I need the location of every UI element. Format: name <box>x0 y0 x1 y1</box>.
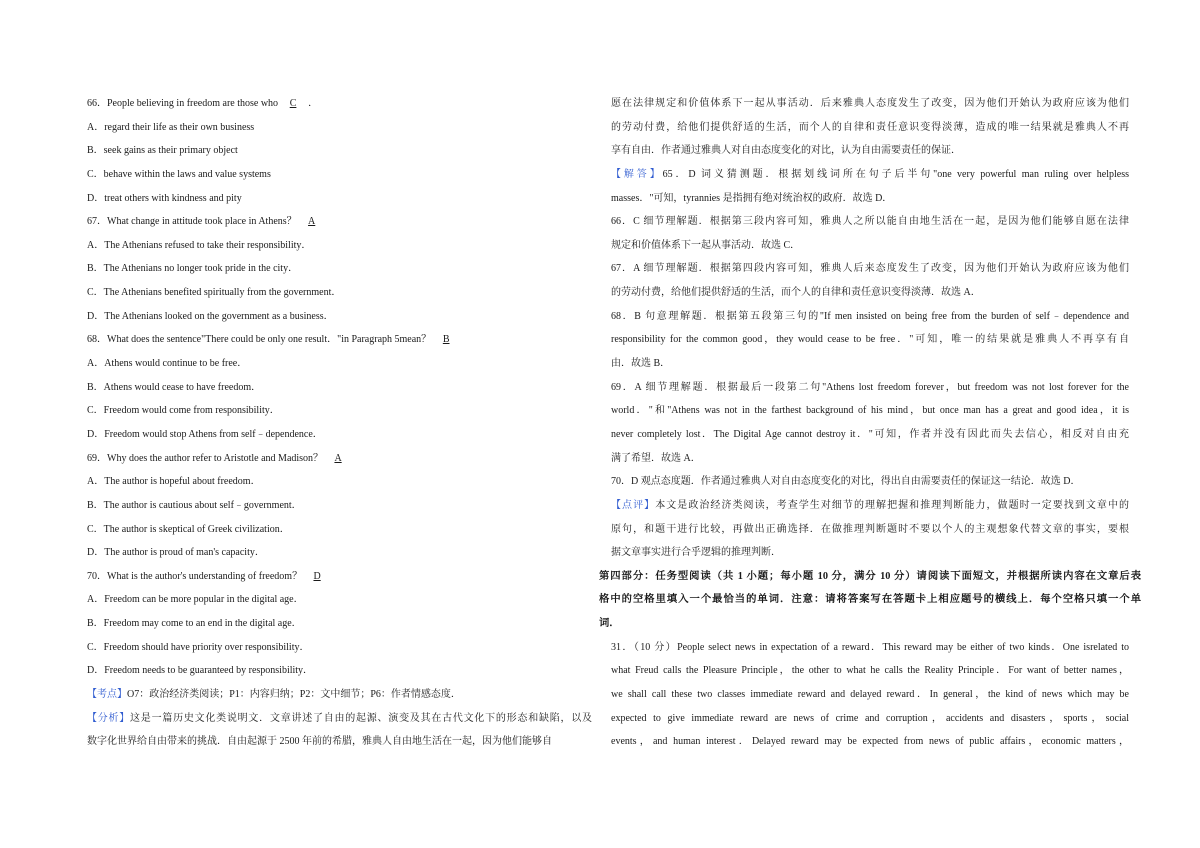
dianping-line-2: 原句，和题干进行比较，再做出正确选择．在做推理判断题时不要以个人的主观想象代替文章的事实，要根 <box>611 523 1129 535</box>
answer-69-line: 69．A 细节理解题．根据最后一段第二句"Athens lost freedom forever，but freedom was not lost forever for the <box>611 381 1129 393</box>
question-70 <box>87 565 592 589</box>
answer-70-line: 70．D 观点态度题．作者通过雅典人对自由态度变化的对比，得出自由需要责任的保证这一结论．故选 D． <box>611 476 1081 488</box>
passage-31-line: what Freud calls the Pleasure Principle，the other to what he calls the Reality Principle．For want of better names， <box>611 665 1129 677</box>
option: A．The author is hopeful about freedom． <box>87 476 261 488</box>
option: B．Athens would cease to have freedom． <box>87 381 262 393</box>
option: B．Freedom may come to an end in the digital age． <box>87 618 302 630</box>
answer-68-line: 由．故选 B． <box>611 358 671 370</box>
answer-66-line: 66．C 细节理解题．根据第三段内容可知，雅典人之所以能自由地生活在一起，是因为他们能够自愿在法律 <box>611 216 1129 228</box>
option: A．Athens would continue to be free． <box>87 358 248 370</box>
dianping-line-3: 据文章事实进行合乎逻辑的推理判断． <box>611 547 781 559</box>
question-stem: 66．People believing in freedom are those who <box>87 98 279 109</box>
jieda-line-1 <box>611 163 1129 187</box>
answer-blank: A <box>308 216 316 228</box>
answer-69-line: world．"和"Athens was not in the farthest background of his mind，but once man has a great and good idea，it is <box>611 405 1129 417</box>
option: C．Freedom would come from responsibility． <box>87 405 280 417</box>
option: C．Freedom should have priority over responsibility． <box>87 641 310 653</box>
option: D．Freedom needs to be guaranteed by responsibility． <box>87 665 314 677</box>
option: B．The Athenians no longer took pride in the city． <box>87 263 299 275</box>
passage-31-line: events，and human interest．Delayed reward may be expected from news of public affairs，economic matters， <box>611 736 1129 748</box>
kaodian-note <box>87 683 592 707</box>
fenxi-text: 这是一篇历史文化类说明文．文章讲述了自由的起源、演变及其在古代文化下的形态和缺陷，以及 <box>130 712 593 724</box>
analysis-line: 愿在法律规定和价值体系下一起从事活动．后来雅典人态度发生了改变，因为他们开始认为政府应该为他们 <box>611 98 1129 109</box>
part4-heading: 第四部分：任务型阅读（共 1 小题；每小题 10 分，满分 10 分）请阅读下面短文，并根据所读内容在文章后表 <box>599 570 1141 582</box>
answer-69-line: never completely lost．The Digital Age cannot destroy it．"可知，作者并没有因此而失去信心，相反对自由充 <box>611 428 1129 440</box>
passage-31-line: 31．（10 分）People select news in expectation of a reward．This reward may be either of two kinds．One isrelated to <box>611 641 1129 653</box>
analysis-line: 的劳动付费，给他们提供舒适的生活，而个人的自律和责任意识变得淡薄，造成的唯一结果就是雅典人不再 <box>611 121 1129 133</box>
jieda-line-2: masses．"可知，tyrannies 是指拥有绝对统治权的政府．故选 D． <box>611 192 893 204</box>
jieda-tag: 【解答】 <box>611 168 663 180</box>
option: C．The author is skeptical of Greek civilization． <box>87 523 290 535</box>
option: A．regard their life as their own business <box>87 121 255 133</box>
option: D．treat others with kindness and pity <box>87 192 242 204</box>
answer-68-line: responsibility for the common good，they would cease to be free．"可知，唯一的结果就是雅典人不再享有自 <box>611 334 1129 346</box>
option: B．seek gains as their primary object <box>87 145 238 157</box>
passage-31-line: we shall call these two classes immediate reward and delayed reward．In general，the kind of news which may be <box>611 689 1129 701</box>
question-stem: 68．What does the sentence"There could be only one result．"in Paragraph 5mean？ <box>87 334 432 346</box>
question-67 <box>87 210 592 234</box>
part4-heading: 词． <box>599 618 620 630</box>
option: D．The author is proud of man's capacity． <box>87 547 265 559</box>
option: D．The Athenians looked on the government as a business． <box>87 310 334 322</box>
option: A．The Athenians refused to take their responsibility． <box>87 239 312 251</box>
question-stem: 67．What change in attitude took place in Athens？ <box>87 216 297 228</box>
answer-67-line: 67．A 细节理解题．根据第四段内容可知，雅典人后来态度发生了改变，因为他们开始认为政府应该为他们 <box>611 263 1129 275</box>
answer-69-line: 满了希望．故选 A． <box>611 452 701 464</box>
option: A．Freedom can be more popular in the digital age． <box>87 594 304 606</box>
answer-67-line: 的劳动付费，给他们提供舒适的生活，而个人的自律和责任意识变得淡薄．故选 A． <box>611 287 981 299</box>
kaodian-text: O7：政治经济类阅读；P1：内容归纳；P2：文中细节；P6：作者情感态度． <box>127 689 461 701</box>
question-end: ． <box>308 98 319 109</box>
answer-blank: B <box>442 334 450 346</box>
question-stem: 69．Why does the author refer to Aristotle and Madison？ <box>87 452 324 464</box>
jieda-text: 65．D 词义猜测题．根据划线词所在句子后半句"one very powerful man ruling over helpless <box>662 168 1130 180</box>
option: C．The Athenians benefited spiritually from the government． <box>87 287 342 299</box>
answer-blank: C <box>289 98 297 109</box>
answer-blank: A <box>334 452 342 464</box>
answer-68-line: 68．B 句意理解题．根据第五段第三句的"If men insisted on being free from the burden of self﹣dependence and <box>611 310 1129 322</box>
question-stem: 70．What is the author's understanding of freedom？ <box>87 570 303 582</box>
question-68 <box>87 328 592 352</box>
option: D．Freedom would stop Athens from self﹣dependence． <box>87 428 323 440</box>
kaodian-tag: 【考点】 <box>87 689 127 701</box>
fenxi-line-2: 数字化世界给自由带来的挑战．自由起源于 2500 年前的希腊，雅典人自由地生活在一起，因为他们能够自 <box>87 736 552 748</box>
right-column <box>599 92 1141 754</box>
option: B．The author is cautious about self﹣government． <box>87 499 302 511</box>
dianping-tag: 【点评】 <box>611 499 656 511</box>
question-66 <box>87 92 592 116</box>
answer-66-line: 规定和价值体系下一起从事活动．故选 C． <box>611 239 801 251</box>
option: C．behave within the laws and value systems <box>87 168 271 180</box>
fenxi-tag: 【分析】 <box>87 712 131 724</box>
dianping-text: 本文是政治经济类阅读，考查学生对细节的理解把握和推理判断能力，做题时一定要找到文章中的 <box>655 499 1130 511</box>
left-column <box>87 92 592 754</box>
analysis-line: 享有自由．作者通过雅典人对自由态度变化的对比，认为自由需要责任的保证． <box>611 145 961 157</box>
answer-blank: D <box>313 570 321 582</box>
dianping-line-1 <box>611 494 1129 518</box>
passage-31-line: expected to give immediate reward are news of crime and corruption，accidents and disasters，sports，social <box>611 712 1129 724</box>
question-69 <box>87 447 592 471</box>
part4-heading: 格中的空格里填入一个最恰当的单词．注意：请将答案写在答题卡上相应题号的横线上．每个空格只填一个单 <box>599 594 1141 606</box>
fenxi-line-1 <box>87 707 592 731</box>
